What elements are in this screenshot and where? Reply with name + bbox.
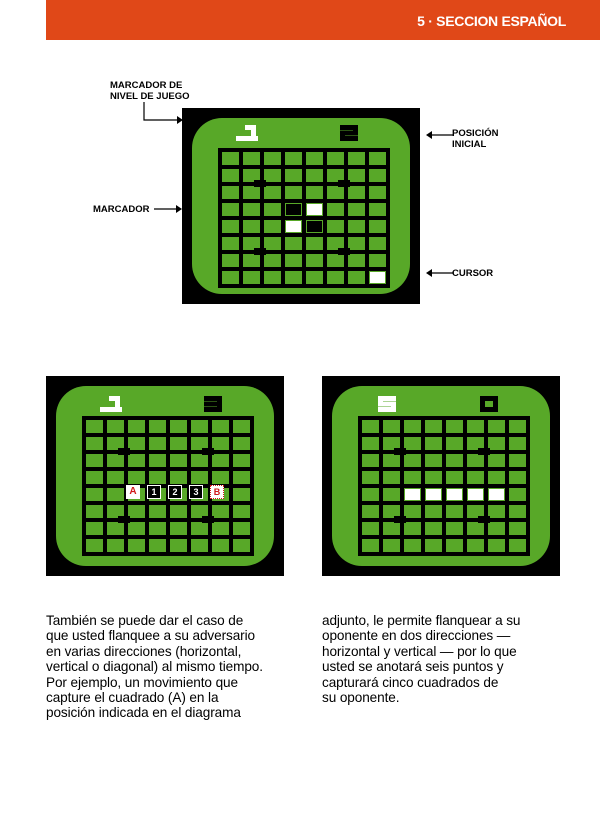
score-right-digit: [204, 396, 222, 412]
grid-line-vertical: [526, 416, 530, 556]
game-grid: [358, 416, 530, 556]
cursor-arrow: [426, 268, 454, 278]
piece-white: [447, 489, 462, 500]
grid-marker: [478, 448, 490, 455]
digit-segment: [236, 136, 258, 141]
level-marker-label: MARCADOR DE NIVEL DE JUEGO: [110, 80, 190, 102]
grid-marker: [118, 448, 130, 455]
cell-label-b: B: [210, 485, 224, 499]
piece-white: [307, 204, 322, 215]
scoreboard-label: MARCADOR: [93, 204, 150, 215]
grid-marker: [394, 448, 406, 455]
grid-line-horizontal: [218, 267, 390, 271]
score-right-digit: [340, 125, 358, 141]
score-left-digit: [378, 396, 396, 412]
start-position-arrow: [426, 130, 454, 140]
piece-black: [286, 204, 301, 215]
grid-line-horizontal: [218, 216, 390, 220]
grid-line-horizontal: [82, 501, 254, 505]
grid-marker: [338, 180, 350, 187]
cell-label-3: 3: [189, 485, 203, 499]
grid-line-horizontal: [358, 518, 530, 522]
top-game-screen: [182, 108, 420, 304]
game-grid: [218, 148, 390, 288]
grid-line-horizontal: [218, 250, 390, 254]
grid-marker: [338, 248, 350, 255]
digit-segment: [251, 125, 256, 133]
grid-marker: [202, 448, 214, 455]
grid-line-horizontal: [358, 535, 530, 539]
digit-segment: [480, 404, 485, 412]
piece-black: [307, 221, 322, 232]
right-game-screen: [322, 376, 560, 576]
grid-marker: [478, 516, 490, 523]
digit-segment: [204, 407, 222, 412]
grid-marker: [254, 180, 266, 187]
digit-segment: [115, 396, 120, 404]
piece-white: [468, 489, 483, 500]
digit-segment: [245, 125, 251, 130]
digit-segment: [100, 407, 122, 412]
grid-line-horizontal: [358, 501, 530, 505]
grid-line-horizontal: [82, 535, 254, 539]
grid-marker: [118, 516, 130, 523]
piece-white: [426, 489, 441, 500]
grid-marker: [202, 516, 214, 523]
cell-label-2: 2: [168, 485, 182, 499]
level-marker-arrow: [143, 102, 183, 126]
digit-segment: [340, 136, 358, 141]
grid-marker: [394, 516, 406, 523]
section-title: 5 · SECCION ESPAÑOL: [417, 13, 566, 29]
digit-segment: [109, 396, 115, 401]
grid-line-horizontal: [358, 484, 530, 488]
digit-segment: [493, 396, 498, 404]
scoreboard-arrow: [154, 204, 182, 214]
grid-line-horizontal: [218, 284, 390, 288]
body-text-column-2: adjunto, le permite flanquear a su oponente en dos direcciones — horizontal y vertical — por lo que usted se anotará seis puntos y capturará cinco cuadrados de su oponente.: [322, 613, 521, 706]
grid-line-horizontal: [82, 552, 254, 556]
body-text-column-1: También se puede dar el caso de que usted flanquee a su adversario en varias direcciones (horizontal, vertical o diagonal) al mismo tiempo. Por ejemplo, un movimiento que capture el cuadrado (A) en la posición indicada en el diagrama: [46, 613, 263, 721]
cursor-square: [370, 272, 385, 283]
grid-line-vertical: [386, 148, 390, 288]
piece-white: [286, 221, 301, 232]
digit-segment: [480, 396, 485, 404]
cell-label-1: 1: [147, 485, 161, 499]
grid-line-horizontal: [218, 233, 390, 237]
section-header-bar: [46, 0, 600, 40]
cursor-label: CURSOR: [452, 268, 494, 279]
grid-line-horizontal: [358, 552, 530, 556]
cell-label-a: A: [126, 485, 140, 499]
grid-line-horizontal: [82, 518, 254, 522]
start-position-label: POSICIÓN INICIAL: [452, 128, 499, 150]
grid-line-vertical: [250, 416, 254, 556]
grid-marker: [254, 248, 266, 255]
digit-segment: [378, 407, 396, 412]
piece-white: [489, 489, 504, 500]
left-game-screen: [46, 376, 284, 576]
piece-white: [405, 489, 420, 500]
